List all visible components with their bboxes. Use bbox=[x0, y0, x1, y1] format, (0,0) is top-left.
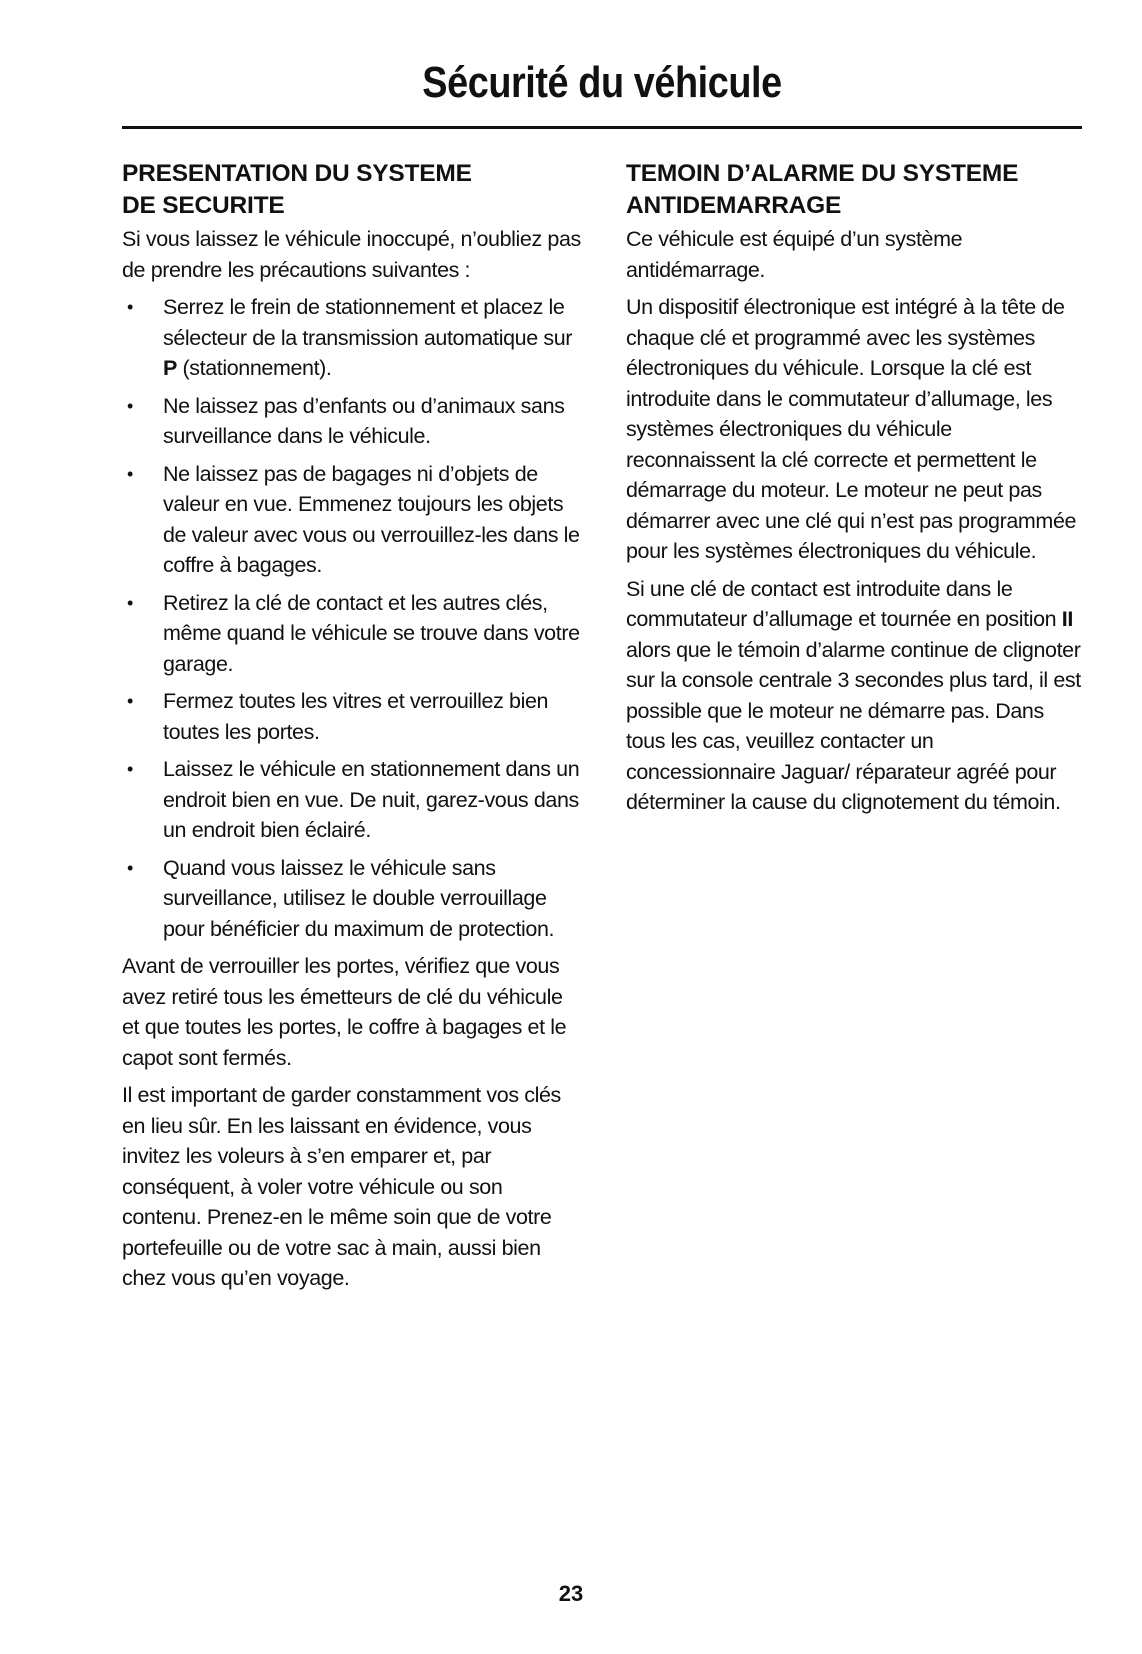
list-item-text: Ne laissez pas de bagages ni d’objets de valeur en vue. Emmenez toujours les objets de valeur avec vous ou verrouillez-les dans le coffre à bagages. bbox=[163, 461, 580, 577]
title-divider bbox=[122, 126, 1082, 129]
list-item-bold-text: P bbox=[163, 356, 177, 380]
immobiliser-heading bbox=[626, 158, 1086, 222]
locking-check-paragraph: Avant de verrouiller les portes, vérifiez que vous avez retiré tous les émetteurs de clé du véhicule et que toutes les portes, le coffre à bagages et le capot sont fermés. bbox=[122, 954, 567, 1070]
list-item bbox=[122, 853, 582, 945]
bullet-icon: • bbox=[127, 395, 133, 416]
right-column bbox=[626, 158, 1086, 825]
list-item-text-after: (stationnement). bbox=[176, 356, 332, 380]
warning-lamp-text-after: alors que le témoin d’alarme continue de clignoter sur la console centrale 3 secondes plus tard, il est possible que le moteur ne démarre pas. Dans tous les cas, veuillez contacter un concessionnaire Jaguar/ réparateur agréé pour déterminer la cause du clignotement du témoin. bbox=[626, 637, 1081, 814]
immobiliser-intro-paragraph: Ce véhicule est équipé d’un système antidémarrage. bbox=[626, 227, 963, 282]
bullet-icon: • bbox=[127, 297, 133, 317]
bullet-icon: • bbox=[127, 592, 133, 613]
key-safety-paragraph: Il est important de garder constamment vos clés en lieu sûr. En les laissant en évidence, vous invitez les voleurs à s’en emparer et, par conséquent, à voler votre véhicule ou son contenu. Prenez-en le même soin que de votre portefeuille ou de votre sac à main, aussi bien chez vous qu’en voyage. bbox=[122, 1083, 561, 1290]
warning-lamp-text-before: Si une clé de contact est introduite dans le commutateur d’allumage et tournée en position bbox=[626, 576, 1062, 631]
list-item bbox=[122, 459, 582, 581]
list-item-text: Retirez la clé de contact et les autres clés, même quand le véhicule se trouve dans votre garage. bbox=[163, 590, 580, 676]
security-system-heading-line1: PRESENTATION DU SYSTEME bbox=[122, 160, 472, 187]
bullet-icon: • bbox=[127, 857, 133, 878]
list-item-text-before: Serrez le frein de stationnement et placez le sélecteur de la transmission automatique sur bbox=[163, 295, 573, 350]
list-item bbox=[122, 588, 582, 680]
list-item-text: Laissez le véhicule en stationnement dans un endroit bien en vue. De nuit, garez-vous dans un endroit bien éclairé. bbox=[163, 757, 580, 842]
list-item bbox=[122, 292, 582, 384]
page-title: Sécurité du véhicule bbox=[422, 58, 782, 107]
ignition-position-label: II bbox=[1061, 607, 1073, 631]
list-item bbox=[122, 686, 582, 747]
security-intro-paragraph: Si vous laissez le véhicule inoccupé, n’oubliez pas de prendre les précautions suivantes : bbox=[122, 227, 581, 282]
list-item-text: Ne laissez pas d’enfants ou d’animaux sans surveillance dans le véhicule. bbox=[163, 393, 565, 448]
list-item-text: Fermez toutes les vitres et verrouillez bien toutes les portes. bbox=[163, 689, 549, 744]
list-item-text: Quand vous laissez le véhicule sans surveillance, utilisez le double verrouillage pour bénéficier du maximum de protection. bbox=[163, 855, 555, 941]
immobiliser-heading-line1: TEMOIN D’ALARME DU SYSTEME bbox=[626, 160, 1019, 187]
bullet-icon: • bbox=[127, 691, 133, 711]
security-system-heading bbox=[122, 158, 582, 222]
bullet-icon: • bbox=[127, 759, 133, 779]
list-item bbox=[122, 391, 582, 452]
left-column bbox=[122, 158, 582, 1301]
bullet-icon: • bbox=[127, 463, 133, 484]
page-number: 23 bbox=[558, 1581, 584, 1606]
list-item bbox=[122, 754, 582, 846]
immobiliser-heading-line2: ANTIDEMARRAGE bbox=[626, 192, 842, 219]
security-system-heading-line2: DE SECURITE bbox=[122, 192, 285, 219]
electronic-key-paragraph: Un dispositif électronique est intégré à la tête de chaque clé et programmé avec les systèmes électroniques du véhicule. Lorsque la clé est introduite dans le commutateur d’allumage, les systèmes électroniques du véhicule reconnaissent la clé correcte et permettent le démarrage du moteur. Le moteur ne peut pas démarrer avec une clé qui n’est pas programmée pour les systèmes électroniques du véhicule. bbox=[626, 295, 1077, 563]
warning-lamp-paragraph bbox=[626, 574, 1086, 818]
precautions-list bbox=[122, 292, 582, 944]
